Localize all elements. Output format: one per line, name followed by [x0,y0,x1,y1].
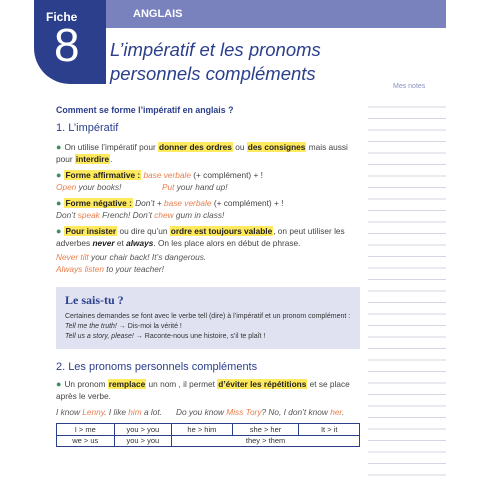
table-row [57,424,360,436]
table-row [57,435,360,447]
section-1-example-5: Always listen to your teacher! [56,264,164,274]
fiche-number: 8 [54,19,80,71]
tip-box-line-1: Certaines demandes se font avec le verbe tell (dire) à l’impératif et un pronom complément : [65,313,351,320]
title-line-1: L’impératif et les pronoms [110,39,321,60]
section-2-title: Les pronoms personnels compléments [68,361,258,373]
tip-box [56,287,360,349]
section-1-heading [56,122,118,134]
section-2-paragraph-1: ● Un pronom remplace un nom , il permet d’éviter les répétitions et se place après le verbe. [56,379,350,401]
notes-label: Mes notes [393,83,426,90]
section-1-paragraph-1: ● On utilise l’impératif pour donner des ordres ou des consignes mais aussi pour interdire. [56,142,348,164]
section-1-example-1: Open your books! [56,182,122,192]
bullet-icon: ● [56,198,62,208]
section-1-example-3: Don’t speak French! Don’t chew gum in class! [56,210,225,220]
highlight: d’éviter les répétitions [218,379,307,389]
section-2-heading [56,361,257,373]
section-1-paragraph-3: ● Forme négative : Don’t + base verbale (+ complément) + ! [56,198,284,208]
section-1-paragraph-4: ● Pour insister ou dire qu’un ordre est toujours valable, on peut utiliser les adverbes never et always. On les place alors en début de phrase. [56,226,345,248]
tip-box-title: Le sais-tu ? [65,293,124,307]
table-cell: she > her [232,424,299,436]
fiche-label: Fiche [46,10,78,24]
section-1-example-4: Never tilt your chair back! It’s dangerous. [56,252,207,262]
section-1-number: 1. [56,122,66,134]
table-cell: you > you [114,424,172,436]
section-1-paragraph-2: ● Forme affirmative : base verbale (+ complément) + ! [56,170,263,180]
table-cell: they > them [172,435,360,447]
highlight: interdire [75,154,110,164]
table-cell: you > you [114,435,172,447]
fiche-badge [34,0,106,84]
title-line-2: personnels compléments [110,63,316,84]
subject-banner [106,0,446,28]
subject-label: ANGLAIS [133,8,183,20]
highlight: des consignes [247,142,306,152]
bullet-icon: ● [56,226,62,236]
pronoun-table [56,423,360,447]
section-1-title: L’impératif [68,122,119,134]
highlight: Forme affirmative : [65,170,141,180]
table-cell: we > us [57,435,115,447]
table-cell: he > him [172,424,233,436]
tip-box-line-3: Tell us a story, please! → Raconte-nous une histoire, s’il te plaît ! [65,333,266,340]
highlight: donner des ordres [159,142,232,152]
question-heading: Comment se forme l’impératif en anglais ? [56,105,234,115]
highlight: remplace [108,379,146,389]
highlight: Forme négative : [65,198,132,208]
notes-lines [368,96,446,480]
bullet-icon: ● [56,142,62,152]
bullet-icon: ● [56,170,62,180]
highlight: Pour insister [65,226,117,236]
bullet-icon: ● [56,379,62,389]
section-2-example-1: I know Lenny. I like him a lot. [56,407,162,417]
table-cell: It > it [299,424,360,436]
section-1-example-2: Put your hand up! [162,182,228,192]
section-2-number: 2. [56,361,66,373]
section-2-example-2: Do you know Miss Tory? No, I don’t know her. [176,407,345,417]
highlight: ordre est toujours valable [170,226,273,236]
page-title [110,38,370,86]
table-cell: I > me [57,424,115,436]
tip-box-line-2: Tell me the truth! → Dis-moi la vérité ! [65,323,182,330]
